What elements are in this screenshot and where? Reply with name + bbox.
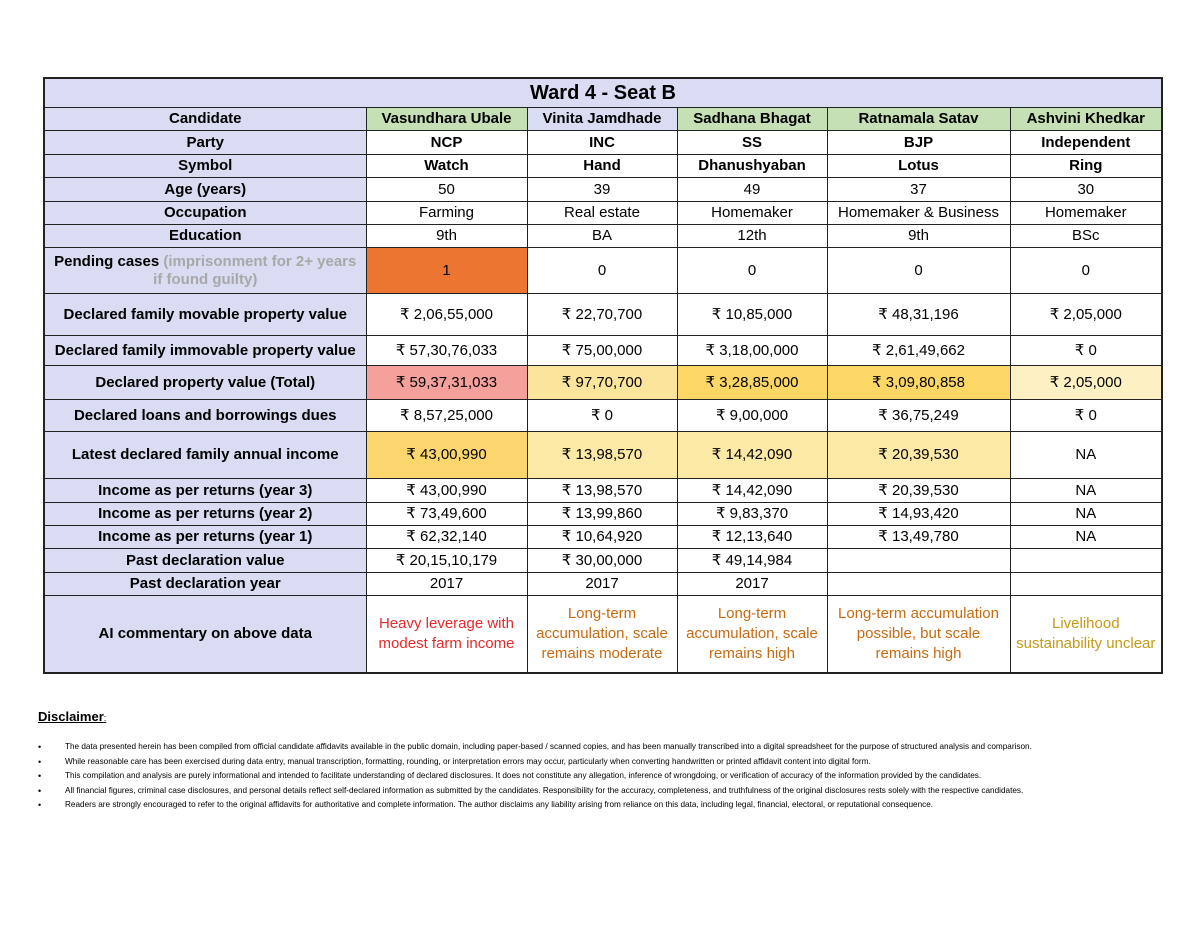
row-label-pending bbox=[44, 248, 366, 294]
income-y1-cell: ₹ 62,32,140 bbox=[366, 526, 527, 549]
disclaimer-section bbox=[38, 708, 1168, 813]
row-label: Income as per returns (year 1) bbox=[44, 526, 366, 549]
past-value-cell bbox=[827, 549, 1010, 573]
party-cell: SS bbox=[677, 131, 827, 155]
ai-commentary-cell: Long-term accumulation, scale remains high bbox=[677, 596, 827, 673]
row-label: Past declaration year bbox=[44, 573, 366, 596]
income-y3-cell: ₹ 43,00,990 bbox=[366, 479, 527, 503]
movable-cell: ₹ 48,31,196 bbox=[827, 294, 1010, 336]
pending-cell: 0 bbox=[677, 248, 827, 294]
age-cell: 30 bbox=[1010, 178, 1162, 202]
immovable-cell: ₹ 0 bbox=[1010, 336, 1162, 366]
income-y1-cell: ₹ 13,49,780 bbox=[827, 526, 1010, 549]
loans-cell: ₹ 0 bbox=[527, 400, 677, 432]
income-y3-cell: ₹ 14,42,090 bbox=[677, 479, 827, 503]
income-y3-cell: NA bbox=[1010, 479, 1162, 503]
movable-cell: ₹ 10,85,000 bbox=[677, 294, 827, 336]
total-cell: ₹ 3,09,80,858 bbox=[827, 366, 1010, 400]
movable-cell: ₹ 2,05,000 bbox=[1010, 294, 1162, 336]
row-label: AI commentary on above data bbox=[44, 596, 366, 673]
candidate-comparison-table bbox=[43, 77, 1163, 674]
immovable-cell: ₹ 2,61,49,662 bbox=[827, 336, 1010, 366]
income-y1-cell: ₹ 12,13,640 bbox=[677, 526, 827, 549]
row-label: Symbol bbox=[44, 155, 366, 178]
past-year-cell: 2017 bbox=[677, 573, 827, 596]
disclaimer-item: • The data presented herein has been compiled from official candidate affidavits available in the public domain, including paper-based / scanned copies, and has been manually transcribed into a digital spreadsheet for the purpose of structured analysis and comparison. bbox=[38, 740, 1168, 755]
income-y2-cell: ₹ 14,93,420 bbox=[827, 503, 1010, 526]
age-cell: 37 bbox=[827, 178, 1010, 202]
income-y3-cell: ₹ 13,98,570 bbox=[527, 479, 677, 503]
pending-cell: 0 bbox=[527, 248, 677, 294]
income-cell: NA bbox=[1010, 432, 1162, 479]
party-cell: NCP bbox=[366, 131, 527, 155]
occupation-cell: Real estate bbox=[527, 202, 677, 225]
loans-cell: ₹ 36,75,249 bbox=[827, 400, 1010, 432]
total-cell: ₹ 3,28,85,000 bbox=[677, 366, 827, 400]
occupation-cell: Homemaker & Business bbox=[827, 202, 1010, 225]
occupation-cell: Homemaker bbox=[677, 202, 827, 225]
disclaimer-item: • This compilation and analysis are purely informational and intended to facilitate understanding of declared disclosures. It does not constitute any allegation, inference of wrongdoing, or verification of accuracy of the information provided by the candidates. bbox=[38, 769, 1168, 784]
past-year-cell: 2017 bbox=[527, 573, 677, 596]
ai-commentary-cell: Heavy leverage with modest farm income bbox=[366, 596, 527, 673]
symbol-cell: Ring bbox=[1010, 155, 1162, 178]
candidate-name: Ashvini Khedkar bbox=[1010, 108, 1162, 131]
symbol-cell: Hand bbox=[527, 155, 677, 178]
party-cell: BJP bbox=[827, 131, 1010, 155]
pending-label: Pending cases bbox=[54, 252, 160, 270]
disclaimer-colon: : bbox=[103, 713, 107, 723]
loans-cell: ₹ 0 bbox=[1010, 400, 1162, 432]
row-label: Past declaration value bbox=[44, 549, 366, 573]
disclaimer-item: • While reasonable care has been exercised during data entry, manual transcription, formatting, rounding, or interpretation errors may occur, particularly when converting handwritten or printed affidavit content into digital form. bbox=[38, 755, 1168, 770]
row-label: Declared family movable property value bbox=[44, 294, 366, 336]
symbol-cell: Watch bbox=[366, 155, 527, 178]
income-y2-cell: ₹ 13,99,860 bbox=[527, 503, 677, 526]
income-y1-cell: ₹ 10,64,920 bbox=[527, 526, 677, 549]
disclaimer-item: • All financial figures, criminal case disclosures, and personal details reflect self-declared information as submitted by the candidates. Responsibility for the accuracy, completeness, and truthfulness of the original disclosures rests solely with the respective candidates. bbox=[38, 784, 1168, 799]
income-y1-cell: NA bbox=[1010, 526, 1162, 549]
disclaimer-title: Disclaimer bbox=[38, 709, 104, 724]
pending-cell: 0 bbox=[827, 248, 1010, 294]
past-year-cell bbox=[1010, 573, 1162, 596]
row-label: Declared property value (Total) bbox=[44, 366, 366, 400]
row-label: Income as per returns (year 3) bbox=[44, 479, 366, 503]
income-y3-cell: ₹ 20,39,530 bbox=[827, 479, 1010, 503]
ai-commentary-cell: Long-term accumulation, scale remains moderate bbox=[527, 596, 677, 673]
disclaimer-item: • Readers are strongly encouraged to refer to the original affidavits for authoritative and complete information. The author disclaims any liability arising from reliance on this data, including legal, financial, electoral, or reputational consequence. bbox=[38, 798, 1168, 813]
income-cell: ₹ 20,39,530 bbox=[827, 432, 1010, 479]
past-value-cell: ₹ 30,00,000 bbox=[527, 549, 677, 573]
past-value-cell: ₹ 49,14,984 bbox=[677, 549, 827, 573]
row-label: Declared family immovable property value bbox=[44, 336, 366, 366]
total-cell: ₹ 2,05,000 bbox=[1010, 366, 1162, 400]
income-cell: ₹ 13,98,570 bbox=[527, 432, 677, 479]
past-year-cell: 2017 bbox=[366, 573, 527, 596]
row-label: Age (years) bbox=[44, 178, 366, 202]
ai-commentary-cell: Long-term accumulation possible, but scale remains high bbox=[827, 596, 1010, 673]
income-y2-cell: ₹ 9,83,370 bbox=[677, 503, 827, 526]
candidate-name: Vinita Jamdhade bbox=[527, 108, 677, 131]
disclaimer-list bbox=[38, 740, 1168, 813]
row-label: Occupation bbox=[44, 202, 366, 225]
pending-note: (imprisonment for 2+ years if found guilty) bbox=[153, 252, 357, 288]
immovable-cell: ₹ 75,00,000 bbox=[527, 336, 677, 366]
row-label: Education bbox=[44, 225, 366, 248]
education-cell: 12th bbox=[677, 225, 827, 248]
education-cell: BSc bbox=[1010, 225, 1162, 248]
ai-commentary-cell: Livelihood sustainability unclear bbox=[1010, 596, 1162, 673]
age-cell: 50 bbox=[366, 178, 527, 202]
total-cell: ₹ 59,37,31,033 bbox=[366, 366, 527, 400]
row-label: Candidate bbox=[44, 108, 366, 131]
education-cell: 9th bbox=[366, 225, 527, 248]
income-cell: ₹ 14,42,090 bbox=[677, 432, 827, 479]
candidate-name: Ratnamala Satav bbox=[827, 108, 1010, 131]
age-cell: 39 bbox=[527, 178, 677, 202]
row-label: Party bbox=[44, 131, 366, 155]
party-cell: Independent bbox=[1010, 131, 1162, 155]
education-cell: BA bbox=[527, 225, 677, 248]
symbol-cell: Lotus bbox=[827, 155, 1010, 178]
loans-cell: ₹ 9,00,000 bbox=[677, 400, 827, 432]
total-cell: ₹ 97,70,700 bbox=[527, 366, 677, 400]
immovable-cell: ₹ 3,18,00,000 bbox=[677, 336, 827, 366]
party-cell: INC bbox=[527, 131, 677, 155]
past-year-cell bbox=[827, 573, 1010, 596]
age-cell: 49 bbox=[677, 178, 827, 202]
education-cell: 9th bbox=[827, 225, 1010, 248]
immovable-cell: ₹ 57,30,76,033 bbox=[366, 336, 527, 366]
movable-cell: ₹ 22,70,700 bbox=[527, 294, 677, 336]
symbol-cell: Dhanushyaban bbox=[677, 155, 827, 178]
income-cell: ₹ 43,00,990 bbox=[366, 432, 527, 479]
occupation-cell: Farming bbox=[366, 202, 527, 225]
candidate-name: Vasundhara Ubale bbox=[366, 108, 527, 131]
income-y2-cell: NA bbox=[1010, 503, 1162, 526]
movable-cell: ₹ 2,06,55,000 bbox=[366, 294, 527, 336]
disclaimer-heading bbox=[38, 708, 1168, 726]
candidate-name: Sadhana Bhagat bbox=[677, 108, 827, 131]
row-label: Declared loans and borrowings dues bbox=[44, 400, 366, 432]
past-value-cell: ₹ 20,15,10,179 bbox=[366, 549, 527, 573]
row-label: Income as per returns (year 2) bbox=[44, 503, 366, 526]
occupation-cell: Homemaker bbox=[1010, 202, 1162, 225]
past-value-cell bbox=[1010, 549, 1162, 573]
loans-cell: ₹ 8,57,25,000 bbox=[366, 400, 527, 432]
income-y2-cell: ₹ 73,49,600 bbox=[366, 503, 527, 526]
pending-cell: 0 bbox=[1010, 248, 1162, 294]
table-title: Ward 4 - Seat B bbox=[44, 78, 1162, 108]
pending-cell: 1 bbox=[366, 248, 527, 294]
row-label: Latest declared family annual income bbox=[44, 432, 366, 479]
